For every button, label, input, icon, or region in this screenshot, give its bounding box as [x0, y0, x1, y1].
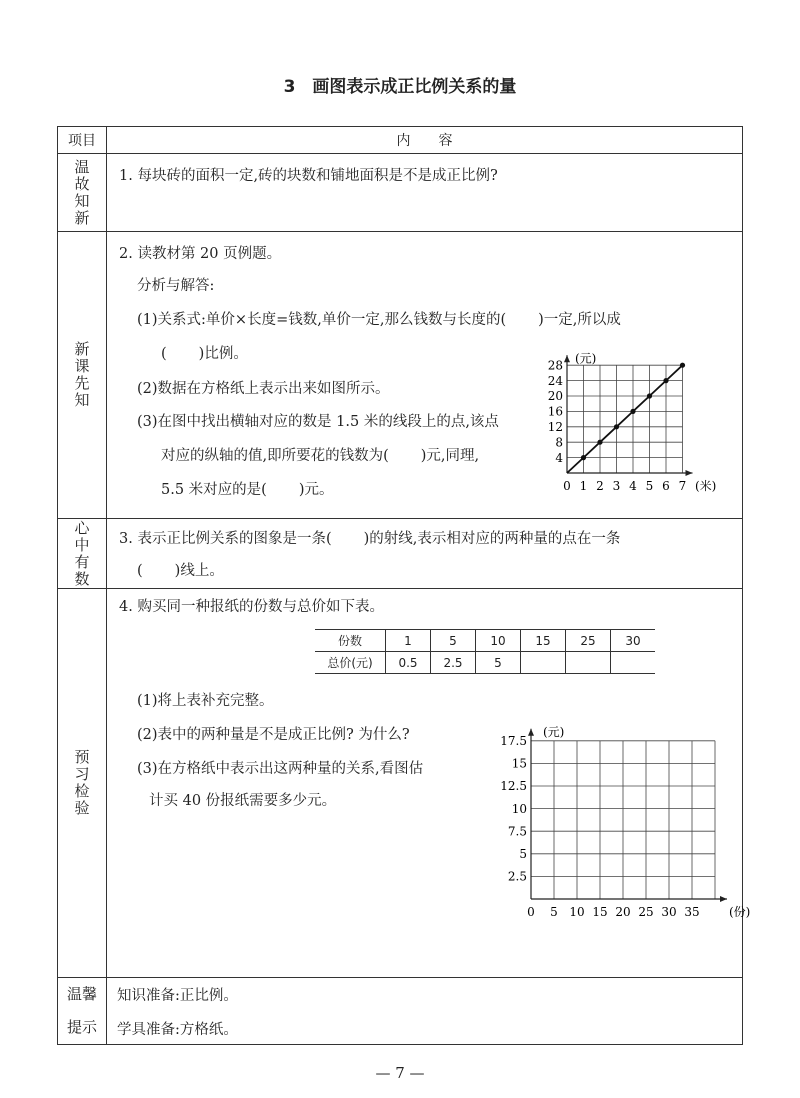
x-tick-label: 0: [527, 905, 535, 919]
data-point: [647, 393, 652, 398]
question-2: 2. 读教材第 20 页例题。: [119, 246, 282, 262]
data-point: [630, 409, 635, 414]
x-tick-label: 0: [563, 479, 571, 493]
page-title: 3 画图表示成正比例关系的量: [283, 77, 517, 97]
x-tick-label: 5: [645, 479, 654, 493]
x-tick-label: 35: [684, 905, 700, 919]
newspaper-price-table: [315, 629, 655, 674]
x-tick-label: 20: [615, 905, 631, 919]
question-3-cont: ( )线上。: [137, 563, 224, 579]
table-header-row: [58, 127, 743, 154]
review-label: 温 故 知 新: [58, 154, 107, 232]
y-tick-label: 5: [519, 847, 527, 861]
data-point: [680, 363, 685, 368]
x-axis-label: (份): [729, 905, 751, 919]
new-lesson-label: 新 课 先 知: [58, 232, 107, 519]
y-tick-label: 16: [547, 404, 563, 419]
data-point: [663, 378, 668, 383]
new-lesson-content: [107, 232, 743, 519]
x-tick-label: 15: [592, 905, 608, 919]
tips-label: 温馨 提示: [58, 978, 107, 1045]
sub-question-2: (2)表中的两种量是不是成正比例? 为什么?: [137, 727, 410, 743]
newspaper-grid-chart: [491, 719, 791, 924]
analysis-part-2: (2)数据在方格纸上表示出来如图所示。: [137, 381, 390, 397]
x-tick-label: 25: [638, 905, 654, 919]
y-axis-arrow: [564, 355, 570, 362]
sub-question-3-cont: 计买 40 份报纸需要多少元。: [149, 793, 337, 809]
y-tick-label: 28: [547, 358, 563, 373]
x-tick-label: 30: [661, 905, 677, 919]
x-tick-label: 4: [629, 479, 637, 493]
data-point: [581, 455, 586, 460]
y-tick-label: 7.5: [507, 824, 527, 839]
y-tick-label: 24: [547, 373, 563, 388]
x-axis-arrow: [720, 896, 727, 902]
table-row: 份数 1 5 10 15 25 30: [315, 630, 655, 652]
y-tick-label: 15: [511, 756, 527, 771]
data-point: [614, 424, 619, 429]
insight-label: 心 中 有 数: [58, 519, 107, 589]
analysis-part-1: (1)关系式:单价×长度=钱数,单价一定,那么钱数与长度的( )一定,所以成: [137, 312, 621, 328]
analysis-part-3: (3)在图中找出横轴对应的数是 1.5 米的线段上的点,该点: [137, 414, 499, 430]
header-item: 项目: [58, 127, 107, 154]
review-row: [58, 154, 743, 232]
y-tick-label: 12: [547, 420, 563, 434]
insight-content: [107, 519, 743, 589]
x-axis-label: (米): [695, 479, 717, 493]
page-number: — 7 —: [375, 1064, 425, 1082]
tips-content: [107, 978, 743, 1045]
x-tick-label: 3: [612, 479, 621, 493]
preview-label: 预 习 检 验: [58, 589, 107, 978]
y-tick-label: 10: [511, 801, 527, 816]
x-tick-label: 2: [596, 479, 604, 493]
x-tick-label: 7: [678, 479, 687, 493]
y-tick-label: 12.5: [500, 779, 527, 794]
insight-row: [58, 519, 743, 589]
x-tick-label: 1: [579, 479, 588, 493]
sub-question-3: (3)在方格纸中表示出这两种量的关系,看图估: [137, 761, 424, 777]
worksheet-table: [57, 126, 751, 1045]
y-tick-label: 20: [547, 389, 563, 404]
question-4: 4. 购买同一种报纸的份数与总价如下表。: [119, 599, 384, 615]
new-lesson-row: [58, 232, 743, 519]
preview-row: [58, 589, 743, 978]
x-tick-label: 5: [550, 905, 558, 919]
question-1: 1. 每块砖的面积一定,砖的块数和铺地面积是不是成正比例?: [119, 168, 498, 184]
x-axis-arrow: [686, 470, 693, 476]
y-axis-label: (元): [575, 351, 597, 366]
sub-question-1: (1)将上表补充完整。: [137, 693, 274, 709]
data-point: [597, 440, 602, 445]
y-tick-label: 17.5: [500, 734, 527, 748]
y-tick-label: 4: [555, 450, 563, 465]
analysis-heading: 分析与解答:: [137, 278, 215, 294]
tip-knowledge: 知识准备:正比例。: [117, 988, 238, 1004]
analysis-part-1-cont: ( )比例。: [161, 346, 248, 362]
tip-tools: 学具准备:方格纸。: [117, 1022, 238, 1038]
y-axis-arrow: [528, 729, 534, 736]
review-content: [107, 154, 743, 232]
preview-content: [107, 589, 751, 978]
tips-row: [58, 978, 743, 1045]
y-tick-label: 2.5: [507, 869, 527, 884]
analysis-part-3-cont: 对应的纵轴的值,即所要花的钱数为( )元,同理,: [161, 448, 480, 464]
question-3: 3. 表示正比例关系的图象是一条( )的射线,表示相对应的两种量的点在一条: [119, 531, 621, 547]
analysis-part-3-cont2: 5.5 米对应的是( )元。: [161, 482, 334, 498]
y-tick-label: 8: [555, 435, 563, 450]
x-tick-label: 6: [662, 479, 670, 493]
table-row: 总价(元) 0.5 2.5 5: [315, 652, 655, 674]
header-content: 内 容: [107, 127, 743, 154]
x-tick-label: 10: [569, 905, 585, 919]
y-axis-label: (元): [543, 725, 565, 739]
price-length-chart: [535, 340, 735, 500]
